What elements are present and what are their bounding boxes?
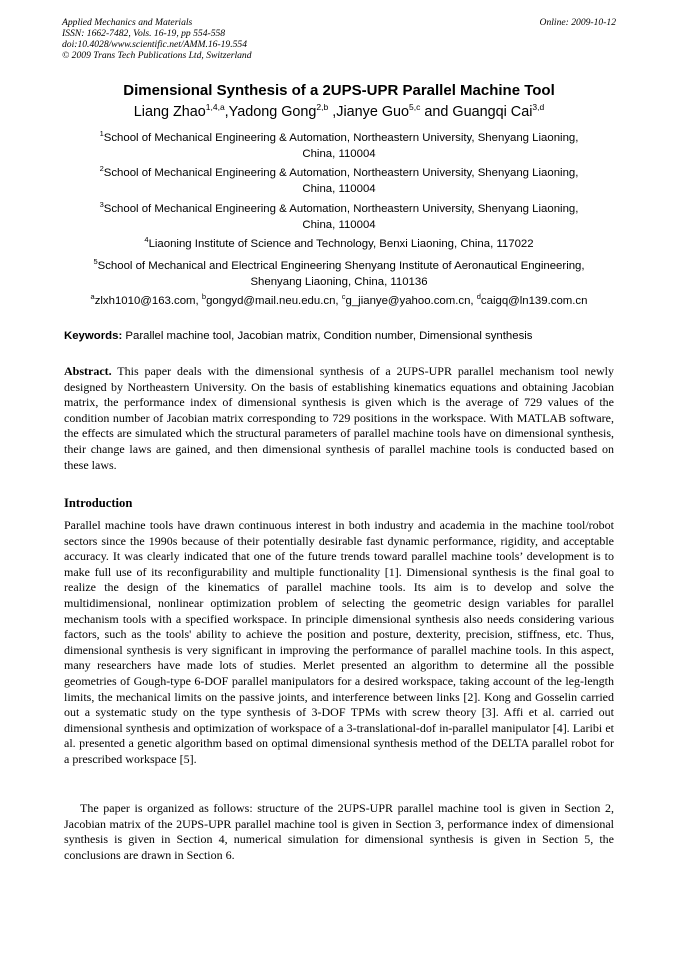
author-name: Jianye Guo bbox=[336, 104, 410, 120]
email-address: g_jianye@yahoo.com.cn, bbox=[345, 295, 477, 307]
author-name: Liang Zhao bbox=[133, 104, 206, 120]
affiliation-line: China, 110004 bbox=[302, 218, 376, 231]
affiliation-superscript: 4 bbox=[144, 235, 149, 245]
abstract-label: Abstract. bbox=[64, 364, 112, 378]
affiliation-line: School of Mechanical Engineering & Automation, Northeastern University, Shenyang Liaoning, bbox=[103, 132, 579, 144]
email-address: gongyd@mail.neu.edu.cn, bbox=[206, 295, 342, 307]
affiliation-5 bbox=[70, 259, 608, 290]
online-date: Online: 2009-10-12 bbox=[539, 17, 616, 28]
affiliation-superscript: 3 bbox=[99, 200, 104, 210]
author-name: Yadong Gong bbox=[228, 104, 317, 120]
affiliation-line: School of Mechanical Engineering & Automation, Northeastern University, Shenyang Liaoning, bbox=[103, 203, 579, 215]
author-superscript: 3,d bbox=[532, 102, 545, 113]
abstract bbox=[64, 364, 614, 473]
affiliation-3 bbox=[70, 202, 608, 233]
journal-issn: ISSN: 1662-7482, Vols. 16-19, pp 554-558 bbox=[62, 28, 226, 39]
affiliation-line: China, 110004 bbox=[302, 147, 376, 160]
keywords-text: Parallel machine tool, Jacobian matrix, Condition number, Dimensional synthesis bbox=[122, 330, 533, 342]
email-superscript: d bbox=[476, 292, 481, 302]
affiliation-4 bbox=[70, 237, 608, 253]
email-address: caigq@ln139.com.cn bbox=[480, 295, 588, 307]
affiliation-line: Shenyang Liaoning, China, 110136 bbox=[250, 275, 428, 288]
keywords-label: Keywords: bbox=[64, 330, 123, 342]
author-name: Guangqi Cai bbox=[452, 104, 533, 120]
affiliation-line: China, 110004 bbox=[302, 182, 376, 195]
affiliation-line: School of Mechanical Engineering & Automation, Northeastern University, Shenyang Liaoning, bbox=[103, 167, 579, 179]
author-separator: , bbox=[224, 104, 229, 120]
affiliation-1 bbox=[70, 131, 608, 162]
journal-header bbox=[62, 17, 616, 61]
email-superscript: b bbox=[201, 292, 207, 302]
email-address: zlxh1010@163.com, bbox=[94, 295, 202, 307]
affiliation-2 bbox=[70, 166, 608, 197]
journal-doi: doi:10.4028/www.scientific.net/AMM.16-19.554 bbox=[62, 39, 248, 50]
affiliation-line: School of Mechanical and Electrical Engineering Shenyang Institute of Aeronautical Engineering, bbox=[97, 260, 585, 272]
section-heading-introduction: Introduction bbox=[64, 496, 133, 510]
affiliation-superscript: 2 bbox=[99, 164, 104, 174]
affiliation-superscript: 1 bbox=[99, 129, 104, 139]
paper-title: Dimensional Synthesis of a 2UPS-UPR Parallel Machine Tool bbox=[123, 82, 555, 99]
introduction-paragraph-1: Parallel machine tools have drawn continuous interest in both industry and academia in the machine tool/robot sectors since the 1990s because of their potentially desirable fast dynamic performance, rigidity, and acceptable accuracy. It was clearly indicated that one of the future trends toward parallel machine tools’ development is to make full use of its reconfigurability and multiple functionality [1]. Dimensional synthesis is the final goal to realize the design of the kinematics of parallel machine tools. Its aim is to develop and solve the multidimensional, nonlinear optimization problem of selecting the geometric design variables for parallel mechanism tools with a specified workspace. In principle dimensional synthesis also needs considering various factors, such as the tools' ability to achieve the position and posture, dexterity, precision, stiffness, etc. Thus, dimensional synthesis is very significant in improving the performance of parallel machine tools. In this aspect, many researchers have made lots of studies. Merlet presented an algorithm to determine all the possible geometries of Gough-type 6-DOF parallel manipulators for a desired workspace, taking account of the leg-length limits, the mechanical limits on the passive joints, and interference between links [2]. Kong and Gosselin carried out a systematic study on the type synthesis of 3-DOF TPMs with screw theory [3]. Affi et al. carried out dimensional synthesis and optimization of workspace of a 3-translational-dof in-parallel manipulator [4]. Laribi et al. presented a genetic algorithm based on optimal dimensional synthesis method of the DELTA parallel robot for a prescribed workspace [5]. bbox=[64, 518, 614, 766]
author-separator: , bbox=[328, 104, 337, 120]
affiliation-line: Liaoning Institute of Science and Technology, Benxi Liaoning, China, 117022 bbox=[148, 238, 534, 250]
author-superscript: 1,4,a bbox=[205, 102, 225, 113]
abstract-text: This paper deals with the dimensional synthesis of a 2UPS-UPR parallel mechanism tool newly designed by Northeastern University. On the basis of establishing kinematics equations and obtaining Jacobian matrix, the performance index of dimensional synthesis is given which is the average of 729 values of the condition number of Jacobian matrix corresponding to 729 positions in the workspace. With MATLAB software, the effects are simulated which the structural parameters of parallel machine tools have on dimensional synthesis, their change laws are gained, and then dimensional synthesis of parallel machine tools is conducted based on these laws. bbox=[64, 364, 614, 472]
author-list bbox=[0, 103, 678, 121]
author-superscript: 2,b bbox=[316, 102, 329, 113]
author-superscript: 5,c bbox=[409, 102, 421, 113]
affiliation-superscript: 5 bbox=[93, 257, 98, 267]
introduction-paragraph-2: The paper is organized as follows: structure of the 2UPS-UPR parallel machine tool is given in Section 2, Jacobian matrix of the 2UPS-UPR parallel machine tool is given in Section 3, performance index of dimensional synthesis is given in Section 4, numerical simulation for dimensional synthesis is given in Section 5, the conclusions are drawn in Section 6. bbox=[64, 801, 614, 862]
email-superscript: c bbox=[341, 292, 346, 302]
author-separator: and bbox=[420, 104, 453, 120]
journal-name: Applied Mechanics and Materials bbox=[62, 17, 193, 28]
keywords bbox=[64, 329, 616, 344]
email-superscript: a bbox=[90, 292, 95, 302]
author-emails bbox=[0, 294, 678, 309]
journal-copyright: © 2009 Trans Tech Publications Ltd, Switzerland bbox=[62, 50, 252, 61]
